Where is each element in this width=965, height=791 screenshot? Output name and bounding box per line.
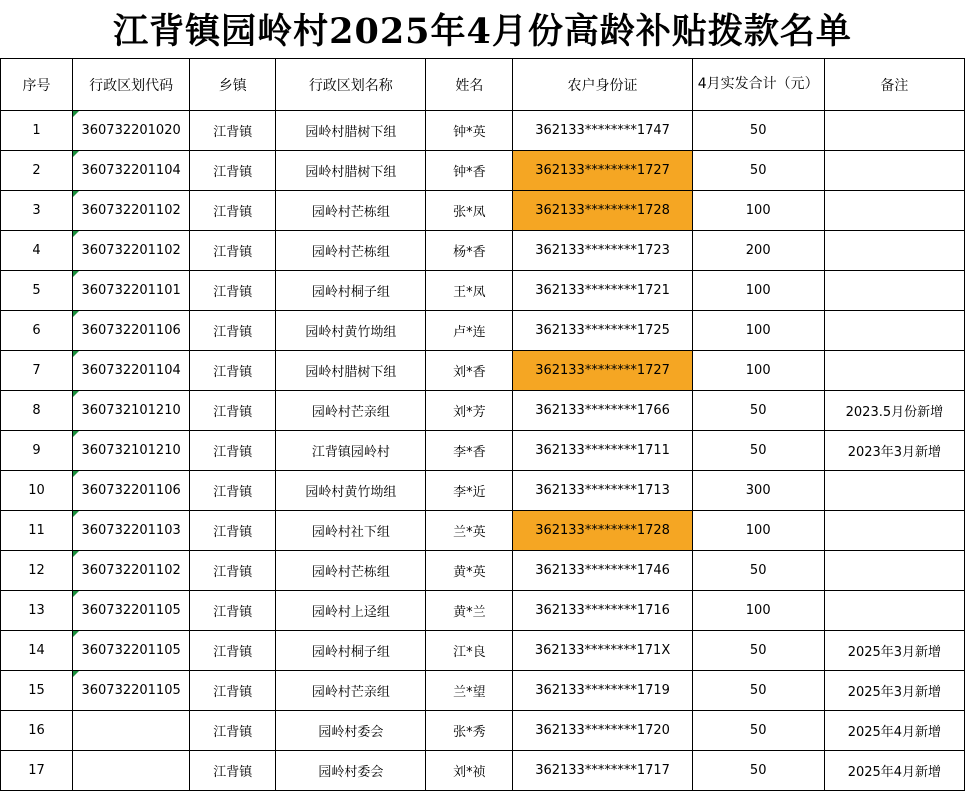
cell-area: 园岭村委会 [276,751,426,791]
cell-area: 园岭村黄竹坳组 [276,471,426,511]
cell-id: 362133********1713 [513,471,692,511]
cell-name: 张*凤 [426,191,513,231]
cell-town: 江背镇 [190,311,276,351]
cell-town: 江背镇 [190,271,276,311]
cell-amount: 300 [692,471,824,511]
cell-area: 园岭村芒亲组 [276,391,426,431]
cell-note [824,231,964,271]
cell-area: 园岭村芒栋组 [276,191,426,231]
cell-name: 张*秀 [426,711,513,751]
cell-id: 362133********1720 [513,711,692,751]
cell-seq: 13 [1,591,73,631]
cell-name: 王*凤 [426,271,513,311]
cell-town: 江背镇 [190,511,276,551]
cell-name: 钟*香 [426,151,513,191]
cell-amount: 50 [692,431,824,471]
cell-seq: 16 [1,711,73,751]
table-row [1,111,965,151]
cell-code: 360732101210 [73,431,190,471]
cell-name: 卢*连 [426,311,513,351]
cell-amount: 100 [692,271,824,311]
cell-code [73,751,190,791]
cell-area: 园岭村桐子组 [276,271,426,311]
cell-amount: 100 [692,191,824,231]
cell-id: 362133********1723 [513,231,692,271]
cell-id: 362133********171X [513,631,692,671]
cell-area: 园岭村黄竹坳组 [276,311,426,351]
header-code: 行政区划代码 [73,59,190,111]
cell-name: 江*良 [426,631,513,671]
cell-town: 江背镇 [190,751,276,791]
cell-note [824,271,964,311]
cell-note: 2025年3月新增 [824,631,964,671]
cell-area: 园岭村芒栋组 [276,551,426,591]
cell-seq: 9 [1,431,73,471]
cell-name: 黄*兰 [426,591,513,631]
table-row [1,551,965,591]
cell-name: 刘*祯 [426,751,513,791]
subsidy-table [0,58,965,791]
cell-note [824,311,964,351]
cell-id: 362133********1747 [513,111,692,151]
cell-code: 360732101210 [73,391,190,431]
cell-town: 江背镇 [190,551,276,591]
cell-note [824,471,964,511]
cell-area: 园岭村桐子组 [276,631,426,671]
table-row [1,351,965,391]
cell-seq: 11 [1,511,73,551]
cell-note [824,351,964,391]
table-row [1,311,965,351]
cell-area: 园岭村社下组 [276,511,426,551]
cell-code: 360732201101 [73,271,190,311]
table-row [1,271,965,311]
header-row [1,59,965,111]
header-area: 行政区划名称 [276,59,426,111]
cell-town: 江背镇 [190,631,276,671]
table-row [1,711,965,751]
cell-seq: 7 [1,351,73,391]
cell-code: 360732201020 [73,111,190,151]
cell-seq: 15 [1,671,73,711]
cell-note [824,191,964,231]
cell-name: 兰*英 [426,511,513,551]
cell-name: 李*近 [426,471,513,511]
cell-note [824,551,964,591]
table-row [1,471,965,511]
cell-area: 园岭村委会 [276,711,426,751]
cell-seq: 17 [1,751,73,791]
table-row [1,591,965,631]
cell-seq: 14 [1,631,73,671]
cell-id: 362133********1727 [513,351,692,391]
table-row [1,671,965,711]
cell-town: 江背镇 [190,711,276,751]
cell-town: 江背镇 [190,671,276,711]
cell-id: 362133********1766 [513,391,692,431]
cell-seq: 12 [1,551,73,591]
cell-seq: 5 [1,271,73,311]
header-amount: 4月实发合计（元） [692,59,824,111]
cell-code: 360732201104 [73,151,190,191]
table-row [1,191,965,231]
cell-code: 360732201105 [73,631,190,671]
table-row [1,391,965,431]
cell-town: 江背镇 [190,191,276,231]
cell-note: 2023年3月新增 [824,431,964,471]
cell-seq: 1 [1,111,73,151]
header-id: 农户身份证 [513,59,692,111]
cell-area: 园岭村腊树下组 [276,351,426,391]
cell-town: 江背镇 [190,351,276,391]
cell-town: 江背镇 [190,391,276,431]
cell-seq: 4 [1,231,73,271]
cell-code: 360732201105 [73,671,190,711]
cell-code: 360732201102 [73,551,190,591]
cell-name: 刘*芳 [426,391,513,431]
cell-code: 360732201105 [73,591,190,631]
cell-name: 李*香 [426,431,513,471]
cell-amount: 100 [692,311,824,351]
cell-amount: 50 [692,111,824,151]
cell-name: 杨*香 [426,231,513,271]
cell-note [824,151,964,191]
header-name: 姓名 [426,59,513,111]
cell-town: 江背镇 [190,111,276,151]
cell-id: 362133********1728 [513,191,692,231]
cell-id: 362133********1711 [513,431,692,471]
cell-id: 362133********1719 [513,671,692,711]
cell-amount: 50 [692,631,824,671]
cell-note: 2023.5月份新增 [824,391,964,431]
cell-seq: 6 [1,311,73,351]
cell-id: 362133********1725 [513,311,692,351]
cell-area: 园岭村上迳组 [276,591,426,631]
table-row [1,431,965,471]
cell-amount: 50 [692,711,824,751]
table-row [1,631,965,671]
header-town: 乡镇 [190,59,276,111]
cell-area: 园岭村腊树下组 [276,151,426,191]
cell-code: 360732201102 [73,191,190,231]
cell-name: 钟*英 [426,111,513,151]
table-body [1,111,965,791]
cell-amount: 50 [692,391,824,431]
cell-area: 园岭村芒亲组 [276,671,426,711]
cell-note [824,111,964,151]
cell-amount: 100 [692,591,824,631]
cell-town: 江背镇 [190,591,276,631]
cell-area: 江背镇园岭村 [276,431,426,471]
cell-id: 362133********1728 [513,511,692,551]
cell-id: 362133********1746 [513,551,692,591]
cell-amount: 200 [692,231,824,271]
cell-note [824,591,964,631]
cell-amount: 50 [692,151,824,191]
table-row [1,231,965,271]
cell-area: 园岭村芒栋组 [276,231,426,271]
cell-id: 362133********1716 [513,591,692,631]
cell-code: 360732201102 [73,231,190,271]
table-row [1,151,965,191]
cell-amount: 50 [692,551,824,591]
cell-id: 362133********1727 [513,151,692,191]
page-title: 江背镇园岭村2025年4月份高龄补贴拨款名单 [113,11,852,52]
cell-amount: 50 [692,671,824,711]
header-note: 备注 [824,59,964,111]
cell-id: 362133********1721 [513,271,692,311]
cell-town: 江背镇 [190,431,276,471]
cell-town: 江背镇 [190,471,276,511]
table-row [1,751,965,791]
cell-name: 刘*香 [426,351,513,391]
cell-name: 兰*望 [426,671,513,711]
cell-note: 2025年4月新增 [824,751,964,791]
cell-code: 360732201106 [73,471,190,511]
cell-code: 360732201103 [73,511,190,551]
cell-town: 江背镇 [190,151,276,191]
cell-seq: 3 [1,191,73,231]
cell-town: 江背镇 [190,231,276,271]
cell-seq: 8 [1,391,73,431]
cell-amount: 100 [692,511,824,551]
cell-area: 园岭村腊树下组 [276,111,426,151]
cell-seq: 10 [1,471,73,511]
cell-code: 360732201106 [73,311,190,351]
cell-name: 黄*英 [426,551,513,591]
cell-note: 2025年4月新增 [824,711,964,751]
cell-code [73,711,190,751]
cell-amount: 50 [692,751,824,791]
header-seq: 序号 [1,59,73,111]
cell-amount: 100 [692,351,824,391]
cell-note: 2025年3月新增 [824,671,964,711]
cell-id: 362133********1717 [513,751,692,791]
table-row [1,511,965,551]
cell-code: 360732201104 [73,351,190,391]
cell-note [824,511,964,551]
cell-seq: 2 [1,151,73,191]
